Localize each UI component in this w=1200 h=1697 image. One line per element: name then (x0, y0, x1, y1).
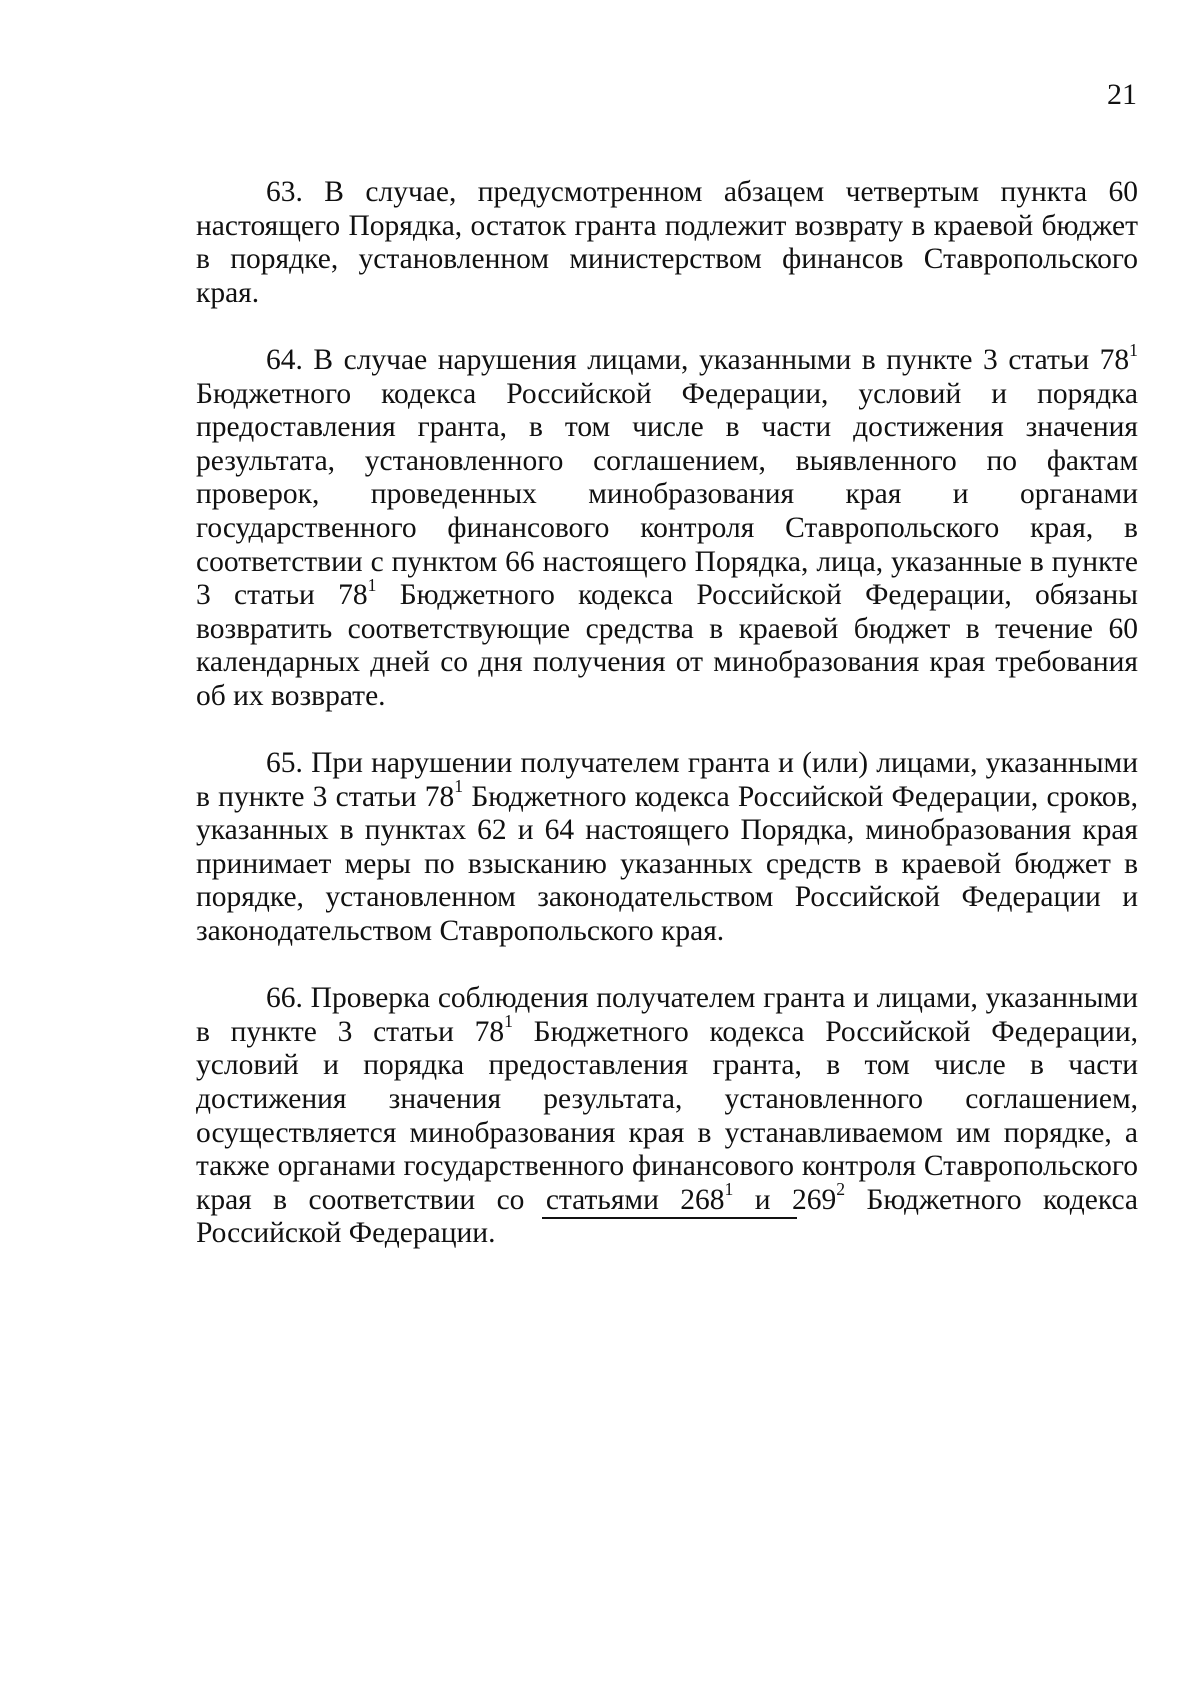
paragraph-64 (196, 339, 1138, 714)
paragraph-text: Бюджетного кодекса Российской Федерации, условий и порядка предоставления гранта, в том числе в части достижения значения результата, установленного соглашением, выявленного по фактам проверок, проведенных минобразования края и органами государственного финансового контроля Ставропольского края, в соответствии с пунктом 66 настоящего Порядка, лица, указанные в пункте 3 статьи 78 (196, 377, 1138, 612)
superscript: 2 (836, 1179, 846, 1200)
paragraph-text: Бюджетного кодекса Российской Федерации, условий и порядка предоставления гранта, в том числе в части достижения значения результата, установленного соглашением, осуществляется минобразования края в устанавливаемом им порядке, а также органами государственного финансового контроля Ставропольского края в соответствии со статьями 268 (196, 1015, 1138, 1216)
paragraph-text: Бюджетного кодекса Российской Федерации, обязаны возвратить соответствующие средства в краевой бюджет в течение 60 календарных дней со дня получения от минобразования края требования об их возврате. (196, 579, 1138, 712)
superscript: 1 (454, 776, 464, 797)
paragraph-text: Бюджетного кодекса Российской Федерации, сроков, указанных в пунктах 62 и 64 настоящего Порядка, минобразования края принимает меры по взысканию указанных средств в краевой бюджет в порядке, установленном законодательством Российской Федерации и законодательством Ставропольского края. (196, 780, 1138, 948)
paragraph-text: Бюджетного кодекса Российской Федерации. (196, 1183, 1138, 1250)
paragraph-text: 66. Проверка соблюдения получателем гранта и лицами, указанными в пункте 3 статьи 78 (196, 982, 1138, 1048)
paragraph-text: 64. В случае нарушения лицами, указанными в пункте 3 статьи 78 (266, 343, 1130, 376)
superscript: 1 (1129, 339, 1138, 360)
paragraph-text: 63. В случае, предусмотренном абзацем четвертым пункта 60 настоящего Порядка, остаток гранта подлежит возврату в краевой бюджет в порядке, установленном министерством финансов Ставропольского края. (196, 176, 1138, 309)
superscript: 1 (724, 1179, 734, 1200)
document-body (196, 176, 1138, 1285)
page-number: 21 (1107, 78, 1137, 111)
paragraph-text: и 269 (733, 1183, 837, 1216)
paragraph-66 (196, 982, 1138, 1251)
paragraph-text: 65. При нарушении получателем гранта и (или) лицами, указанными в пункте 3 статьи 78 (196, 747, 1138, 813)
paragraph-63 (196, 176, 1138, 310)
end-of-document-rule (542, 1217, 797, 1219)
superscript: 1 (367, 574, 377, 595)
paragraph-65 (196, 747, 1138, 949)
superscript: 1 (504, 1011, 513, 1032)
